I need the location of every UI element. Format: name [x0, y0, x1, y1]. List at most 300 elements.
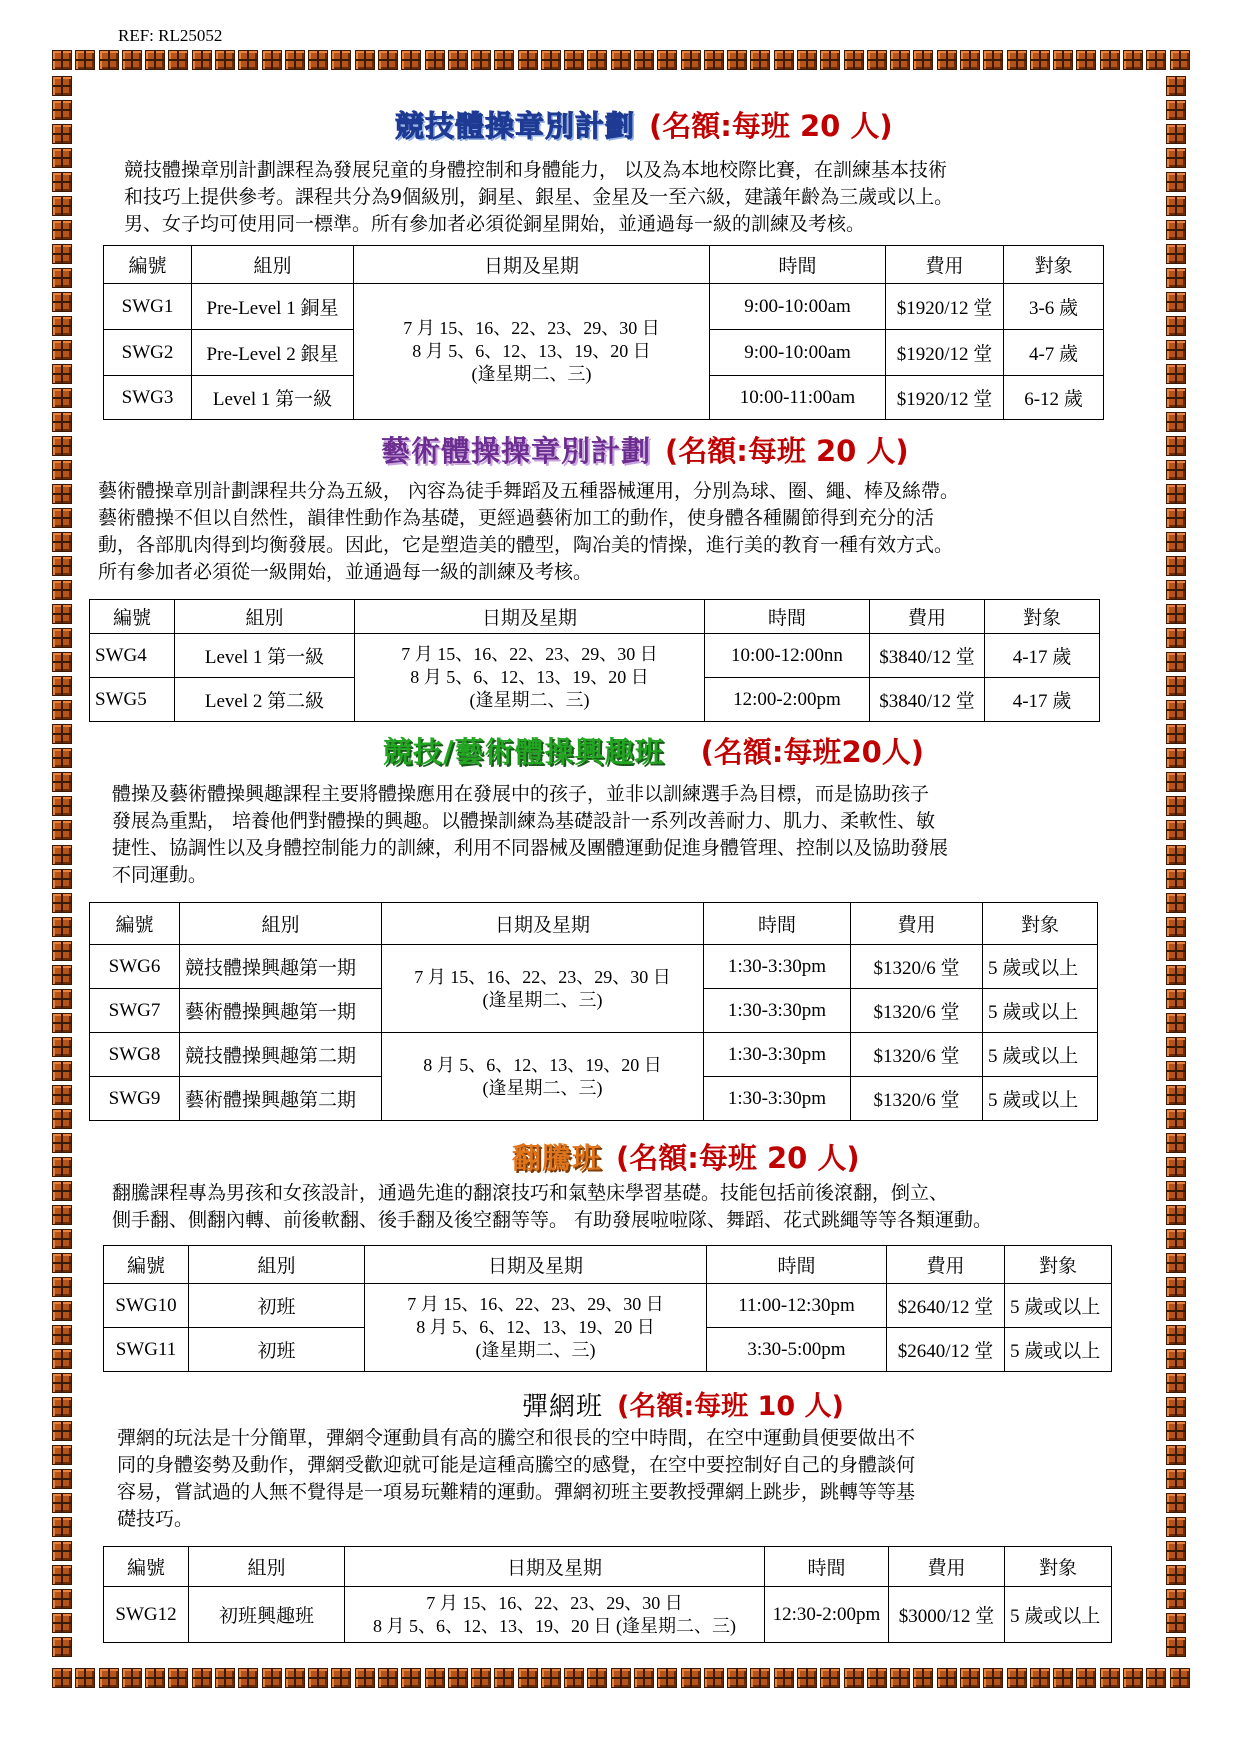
course-table: [89, 902, 1098, 1121]
course-fee: $1320/6 堂: [851, 1077, 983, 1121]
border-box-icon: [52, 556, 72, 576]
border-box-icon: [1166, 1637, 1186, 1657]
header-code: 編號: [104, 1246, 189, 1284]
course-group: 競技體操興趣第一期: [180, 945, 382, 989]
border-box-icon: [52, 268, 72, 288]
border-box-icon: [1166, 1157, 1186, 1177]
border-box-icon: [52, 965, 72, 985]
border-box-icon: [1166, 1133, 1186, 1153]
course-time: 10:00-12:00nn: [705, 634, 870, 678]
course-fee: $1320/6 堂: [851, 989, 983, 1033]
course-group: 競技體操興趣第二期: [180, 1033, 382, 1077]
course-code: SWG10: [104, 1284, 189, 1328]
border-box-icon: [52, 676, 72, 696]
border-box-icon: [52, 1229, 72, 1249]
border-box-icon: [52, 1037, 72, 1057]
course-time: 1:30-3:30pm: [704, 989, 851, 1033]
description-line: 礎技巧。: [117, 1508, 194, 1530]
border-box-icon: [1076, 1668, 1096, 1688]
border-box-icon: [1166, 484, 1186, 504]
course-group: 藝術體操興趣第二期: [180, 1077, 382, 1121]
border-box-icon: [52, 1613, 72, 1633]
border-box-icon: [75, 1668, 95, 1688]
border-box-icon: [1166, 1037, 1186, 1057]
table-row: [90, 1033, 1098, 1077]
border-box-icon: [52, 1109, 72, 1129]
header-dates: 日期及星期: [345, 1547, 765, 1587]
decorative-border-top: [52, 50, 1190, 74]
border-box-icon: [1166, 700, 1186, 720]
description-line: 側手翻、側翻內轉、前後軟翻、後手翻及後空翻等等。 有助發展啦啦隊、舞蹈、花式跳繩等等各類運動。: [112, 1209, 993, 1231]
course-target: 5 歲或以上: [983, 1077, 1098, 1121]
border-box-icon: [681, 1668, 701, 1688]
border-box-icon: [52, 1565, 72, 1585]
border-box-icon: [1166, 1565, 1186, 1585]
border-box-icon: [52, 1085, 72, 1105]
description-line: 藝術體操不但以自然性，韻律性動作為基礎，更經過藝術加工的動作，使身體各種關節得到充分的活: [98, 507, 935, 529]
border-box-icon: [611, 50, 631, 70]
course-fee: $1320/6 堂: [851, 945, 983, 989]
border-box-icon: [634, 1668, 654, 1688]
description-line: 藝術體操章別計劃課程共分為五級， 內容為徒手舞蹈及五種器械運用，分別為球、圈、繩、棒及絲帶。: [98, 480, 960, 502]
section-heading: 藝術體操操章別計劃: [381, 434, 652, 468]
border-box-icon: [1166, 532, 1186, 552]
border-box-icon: [960, 50, 980, 70]
border-box-icon: [1166, 124, 1186, 144]
border-box-icon: [1166, 604, 1186, 624]
border-box-icon: [518, 50, 538, 70]
border-box-icon: [681, 50, 701, 70]
course-fee: $3840/12 堂: [870, 678, 985, 722]
course-group: Pre-Level 2 銀星: [192, 330, 354, 376]
header-fee: 費用: [870, 600, 985, 634]
header-group: 組別: [189, 1547, 345, 1587]
border-box-icon: [238, 50, 258, 70]
course-fee: $1920/12 堂: [886, 330, 1004, 376]
course-dates: 7 月 15、16、22、23、29、30 日 8 月 5、6、12、13、19、20 日 (逢星期二、三): [345, 1587, 765, 1643]
border-box-icon: [541, 50, 561, 70]
border-box-icon: [52, 508, 72, 528]
border-box-icon: [750, 50, 770, 70]
border-box-icon: [1166, 364, 1186, 384]
table-row: [90, 945, 1098, 989]
border-box-icon: [1166, 796, 1186, 816]
border-box-icon: [1053, 1668, 1073, 1688]
border-box-icon: [494, 50, 514, 70]
border-box-icon: [1166, 652, 1186, 672]
border-box-icon: [1166, 1301, 1186, 1321]
border-box-icon: [425, 50, 445, 70]
course-target: 3-6 歲: [1004, 284, 1104, 330]
course-group: Level 1 第一級: [175, 634, 355, 678]
border-box-icon: [52, 1253, 72, 1273]
border-box-icon: [704, 1668, 724, 1688]
header-target: 對象: [1005, 1246, 1112, 1284]
border-box-icon: [52, 580, 72, 600]
border-box-icon: [564, 50, 584, 70]
border-box-icon: [378, 50, 398, 70]
description-line: 體操及藝術體操興趣課程主要將體操應用在發展中的孩子，並非以訓練選手為目標，而是協助孩子: [112, 783, 930, 805]
course-dates: 7 月 15、16、22、23、29、30 日 8 月 5、6、12、13、19、20 日 (逢星期二、三): [365, 1284, 707, 1372]
border-box-icon: [308, 50, 328, 70]
border-box-icon: [52, 1349, 72, 1369]
description-line: 男、女子均可使用同一標準。所有參加者必須從銅星開始，並通過每一級的訓練及考核。: [124, 213, 866, 235]
border-box-icon: [611, 1668, 631, 1688]
border-box-icon: [52, 76, 72, 96]
section-description: [112, 1180, 992, 1234]
border-box-icon: [1166, 1277, 1186, 1297]
border-box-icon: [52, 148, 72, 168]
border-box-icon: [52, 604, 72, 624]
header-fee: 費用: [889, 1547, 1005, 1587]
course-group: 初班: [189, 1328, 365, 1372]
section-description: [98, 478, 959, 586]
border-box-icon: [1166, 412, 1186, 432]
course-group: 初班興趣班: [189, 1587, 345, 1643]
course-target: 5 歲或以上: [983, 1033, 1098, 1077]
border-box-icon: [494, 1668, 514, 1688]
header-time: 時間: [705, 600, 870, 634]
border-box-icon: [983, 1668, 1003, 1688]
border-box-icon: [1166, 917, 1186, 937]
border-box-icon: [122, 50, 142, 70]
border-box-icon: [262, 1668, 282, 1688]
border-box-icon: [52, 724, 72, 744]
border-box-icon: [960, 1668, 980, 1688]
description-line: 翻騰課程專為男孩和女孩設計，通過先進的翻滾技巧和氣墊床學習基礎。技能包括前後滾翻，倒立、: [112, 1182, 949, 1204]
border-box-icon: [1166, 820, 1186, 840]
course-code: SWG7: [90, 989, 180, 1033]
border-box-icon: [52, 989, 72, 1009]
header-time: 時間: [707, 1246, 887, 1284]
header-target: 對象: [985, 600, 1100, 634]
header-dates: 日期及星期: [355, 600, 705, 634]
border-box-icon: [52, 700, 72, 720]
header-time: 時間: [710, 246, 886, 284]
border-box-icon: [52, 316, 72, 336]
border-box-icon: [774, 50, 794, 70]
border-box-icon: [52, 1157, 72, 1177]
description-line: 彈網的玩法是十分簡單，彈網令運動員有高的騰空和很長的空中時間，在空中運動員便要做出不: [117, 1427, 916, 1449]
border-box-icon: [1166, 1349, 1186, 1369]
table-row: [104, 284, 1104, 330]
table-row: [104, 1587, 1112, 1643]
border-box-icon: [983, 50, 1003, 70]
border-box-icon: [1170, 1668, 1190, 1688]
border-box-icon: [913, 1668, 933, 1688]
reference-number: REF: RL25052: [118, 26, 223, 45]
border-box-icon: [331, 1668, 351, 1688]
course-time: 11:00-12:30pm: [707, 1284, 887, 1328]
decorative-border-bottom: [52, 1668, 1190, 1692]
border-box-icon: [52, 748, 72, 768]
border-box-icon: [52, 532, 72, 552]
description-line: 捷性、協調性以及身體控制能力的訓練，利用不同器械及團體運動促進身體管理、控制以及協助發展: [112, 837, 949, 859]
border-box-icon: [1166, 1373, 1186, 1393]
course-code: SWG2: [104, 330, 192, 376]
course-target: 4-7 歲: [1004, 330, 1104, 376]
border-box-icon: [727, 50, 747, 70]
header-dates: 日期及星期: [354, 246, 710, 284]
border-box-icon: [355, 1668, 375, 1688]
border-box-icon: [1166, 965, 1186, 985]
course-target: 4-17 歲: [985, 634, 1100, 678]
border-box-icon: [844, 50, 864, 70]
border-box-icon: [448, 50, 468, 70]
border-box-icon: [657, 1668, 677, 1688]
border-box-icon: [52, 1325, 72, 1345]
border-box-icon: [52, 412, 72, 432]
header-fee: 費用: [851, 903, 983, 945]
border-box-icon: [52, 196, 72, 216]
course-fee: $3000/12 堂: [889, 1587, 1005, 1643]
border-box-icon: [867, 50, 887, 70]
border-box-icon: [1166, 1589, 1186, 1609]
border-box-icon: [937, 50, 957, 70]
border-box-icon: [52, 1013, 72, 1033]
border-box-icon: [867, 1668, 887, 1688]
border-box-icon: [1146, 50, 1166, 70]
border-box-icon: [425, 1668, 445, 1688]
border-box-icon: [262, 50, 282, 70]
section-title-rhythmic: [381, 429, 909, 470]
border-box-icon: [844, 1668, 864, 1688]
border-box-icon: [52, 1061, 72, 1081]
border-box-icon: [52, 1493, 72, 1513]
decorative-border-right: [1166, 76, 1190, 1658]
border-box-icon: [99, 50, 119, 70]
border-box-icon: [99, 1668, 119, 1688]
quota-label: (名額:每班 20 人): [649, 109, 893, 143]
description-line: 競技體操章別計劃課程為發展兒童的身體控制和身體能力， 以及為本地校際比賽，在訓練基本技術: [124, 159, 948, 181]
border-box-icon: [378, 1668, 398, 1688]
header-dates: 日期及星期: [365, 1246, 707, 1284]
border-box-icon: [52, 1421, 72, 1441]
header-code: 編號: [104, 1547, 189, 1587]
section-heading: 彈網班: [522, 1392, 604, 1422]
header-time: 時間: [765, 1547, 889, 1587]
border-box-icon: [52, 460, 72, 480]
border-box-icon: [52, 917, 72, 937]
border-box-icon: [1166, 1013, 1186, 1033]
border-box-icon: [1166, 1613, 1186, 1633]
border-box-icon: [192, 50, 212, 70]
border-box-icon: [1166, 1469, 1186, 1489]
description-line: 容易，嘗試過的人無不覺得是一項易玩難精的運動。彈網初班主要教授彈網上跳步，跳轉等等基: [117, 1481, 916, 1503]
border-box-icon: [52, 893, 72, 913]
border-box-icon: [1166, 845, 1186, 865]
border-box-icon: [1146, 1668, 1166, 1688]
course-time: 12:00-2:00pm: [705, 678, 870, 722]
border-box-icon: [52, 484, 72, 504]
border-box-icon: [1166, 244, 1186, 264]
border-box-icon: [52, 1445, 72, 1465]
border-box-icon: [52, 364, 72, 384]
course-fee: $1920/12 堂: [886, 284, 1004, 330]
course-time: 1:30-3:30pm: [704, 1077, 851, 1121]
header-group: 組別: [192, 246, 354, 284]
border-box-icon: [52, 124, 72, 144]
border-box-icon: [727, 1668, 747, 1688]
course-code: SWG6: [90, 945, 180, 989]
border-box-icon: [1100, 50, 1120, 70]
border-box-icon: [1166, 748, 1186, 768]
border-box-icon: [1166, 556, 1186, 576]
border-box-icon: [52, 796, 72, 816]
description-line: 和技巧上提供參考。課程共分為9個級別，銅星、銀星、金星及一至六級，建議年齡為三歲或以上。: [124, 186, 954, 208]
border-box-icon: [1166, 1181, 1186, 1201]
border-box-icon: [1166, 1421, 1186, 1441]
header-group: 組別: [180, 903, 382, 945]
border-box-icon: [1166, 1205, 1186, 1225]
header-fee: 費用: [887, 1246, 1005, 1284]
border-box-icon: [471, 1668, 491, 1688]
border-box-icon: [1166, 580, 1186, 600]
quota-label: (名額:每班 20 人): [616, 1141, 860, 1175]
border-box-icon: [1166, 460, 1186, 480]
border-box-icon: [1166, 1445, 1186, 1465]
course-target: 6-12 歲: [1004, 376, 1104, 420]
border-box-icon: [797, 50, 817, 70]
description-line: 動，各部肌肉得到均衡發展。因此，它是塑造美的體型，陶冶美的情操，進行美的教育一種有效方式。: [98, 534, 954, 556]
border-box-icon: [820, 1668, 840, 1688]
course-time: 12:30-2:00pm: [765, 1587, 889, 1643]
border-box-icon: [1166, 292, 1186, 312]
border-box-icon: [1166, 76, 1186, 96]
table-row: [104, 1284, 1112, 1328]
course-group: Pre-Level 1 銅星: [192, 284, 354, 330]
border-box-icon: [1053, 50, 1073, 70]
border-box-icon: [52, 1589, 72, 1609]
border-box-icon: [238, 1668, 258, 1688]
course-code: SWG5: [90, 678, 175, 722]
header-code: 編號: [90, 600, 175, 634]
course-target: 5 歲或以上: [1005, 1587, 1112, 1643]
section-description: [117, 1425, 915, 1533]
border-box-icon: [937, 1668, 957, 1688]
course-dates: 7 月 15、16、22、23、29、30 日 (逢星期二、三): [382, 945, 704, 1033]
border-box-icon: [215, 50, 235, 70]
border-box-icon: [587, 50, 607, 70]
border-box-icon: [52, 244, 72, 264]
border-box-icon: [355, 50, 375, 70]
course-time: 10:00-11:00am: [710, 376, 886, 420]
course-group: Level 1 第一級: [192, 376, 354, 420]
border-box-icon: [285, 1668, 305, 1688]
course-code: SWG4: [90, 634, 175, 678]
border-box-icon: [192, 1668, 212, 1688]
header-fee: 費用: [886, 246, 1004, 284]
course-target: 5 歲或以上: [1005, 1284, 1112, 1328]
border-box-icon: [1007, 1668, 1027, 1688]
border-box-icon: [52, 652, 72, 672]
border-box-icon: [564, 1668, 584, 1688]
border-box-icon: [1166, 1061, 1186, 1081]
border-box-icon: [1030, 50, 1050, 70]
border-box-icon: [1170, 50, 1190, 70]
header-group: 組別: [175, 600, 355, 634]
description-line: 所有參加者必須從一級開始，並通過每一級的訓練及考核。: [98, 561, 593, 583]
border-box-icon: [1166, 220, 1186, 240]
border-box-icon: [52, 941, 72, 961]
course-code: SWG11: [104, 1328, 189, 1372]
border-box-icon: [1166, 628, 1186, 648]
course-table: [89, 599, 1100, 722]
border-box-icon: [1166, 148, 1186, 168]
course-table: [103, 245, 1104, 420]
description-line: 不同運動。: [112, 864, 208, 886]
border-box-icon: [704, 50, 724, 70]
course-group: 初班: [189, 1284, 365, 1328]
header-target: 對象: [1004, 246, 1104, 284]
border-box-icon: [518, 1668, 538, 1688]
border-box-icon: [285, 50, 305, 70]
border-box-icon: [1166, 1229, 1186, 1249]
table-row: [90, 634, 1100, 678]
border-box-icon: [1166, 1397, 1186, 1417]
course-fee: $1920/12 堂: [886, 376, 1004, 420]
header-target: 對象: [1005, 1547, 1112, 1587]
border-box-icon: [52, 292, 72, 312]
border-box-icon: [1166, 172, 1186, 192]
border-box-icon: [52, 340, 72, 360]
border-box-icon: [52, 436, 72, 456]
course-dates: 7 月 15、16、22、23、29、30 日 8 月 5、6、12、13、19、20 日 (逢星期二、三): [354, 284, 710, 420]
course-fee: $2640/12 堂: [887, 1284, 1005, 1328]
border-box-icon: [890, 1668, 910, 1688]
border-box-icon: [331, 50, 351, 70]
border-box-icon: [122, 1668, 142, 1688]
border-box-icon: [52, 1541, 72, 1561]
border-box-icon: [1123, 1668, 1143, 1688]
border-box-icon: [890, 50, 910, 70]
course-target: 5 歲或以上: [1005, 1328, 1112, 1372]
section-description: [124, 157, 953, 238]
course-time: 9:00-10:00am: [710, 284, 886, 330]
border-box-icon: [52, 220, 72, 240]
course-table: [103, 1245, 1112, 1372]
course-target: 5 歲或以上: [983, 945, 1098, 989]
border-box-icon: [52, 50, 72, 70]
section-heading: 競技體操章別計劃: [395, 109, 636, 143]
section-heading: 競技/藝術體操興趣班: [383, 735, 665, 769]
border-box-icon: [145, 1668, 165, 1688]
section-title-tumbling: [512, 1136, 860, 1177]
border-box-icon: [913, 50, 933, 70]
border-box-icon: [471, 50, 491, 70]
course-group: Level 2 第二級: [175, 678, 355, 722]
border-box-icon: [401, 50, 421, 70]
border-box-icon: [1166, 1517, 1186, 1537]
border-box-icon: [52, 1637, 72, 1657]
quota-label: (名額:每班 10 人): [617, 1391, 844, 1422]
header-dates: 日期及星期: [382, 903, 704, 945]
border-box-icon: [52, 1517, 72, 1537]
decorative-border-left: [52, 76, 76, 1658]
description-line: 同的身體姿勢及動作，彈網受歡迎就可能是這種高騰空的感覺，在空中要控制好自己的身體談何: [117, 1454, 916, 1476]
border-box-icon: [52, 1301, 72, 1321]
border-box-icon: [1166, 772, 1186, 792]
header-code: 編號: [104, 246, 192, 284]
border-box-icon: [1076, 50, 1096, 70]
border-box-icon: [657, 50, 677, 70]
section-title-competitive: [395, 104, 893, 145]
course-code: SWG3: [104, 376, 192, 420]
section-description: [112, 781, 948, 889]
border-box-icon: [168, 1668, 188, 1688]
section-title-trampoline: [522, 1384, 844, 1423]
border-box-icon: [1123, 50, 1143, 70]
